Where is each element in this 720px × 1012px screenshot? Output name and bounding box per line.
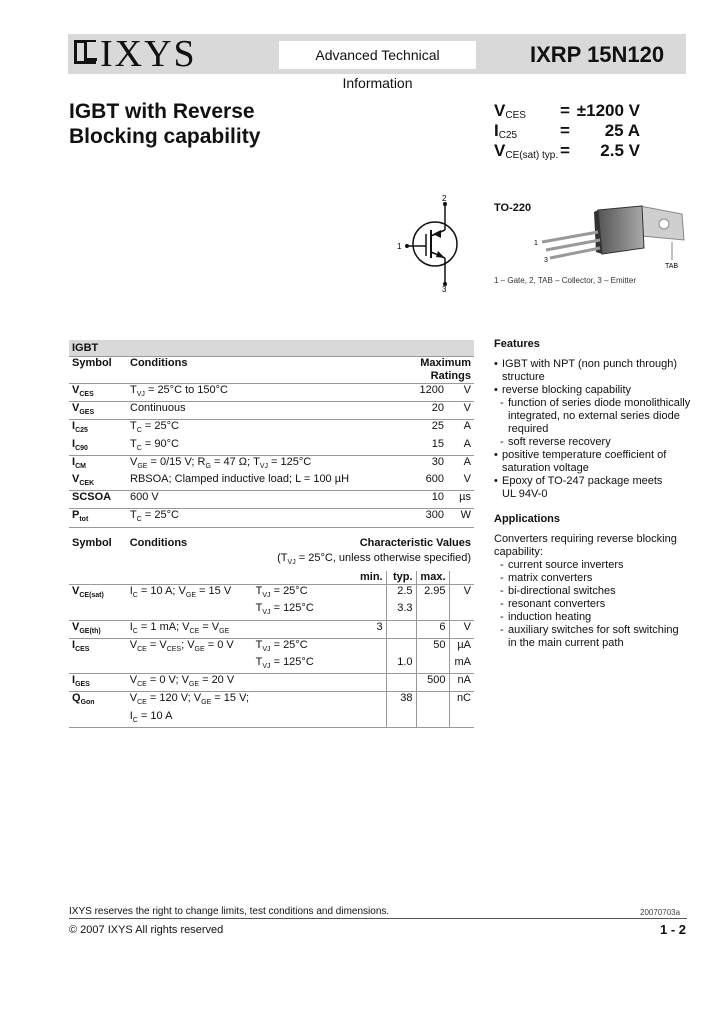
package-name: TO-220 — [494, 202, 532, 214]
list-item: - bi-directional switches — [500, 585, 616, 597]
key-param-value: 25 A — [604, 121, 640, 140]
table-row: $V_{CES}$ $T_{VJ} = 25^\circ C$ to 150°C 1200 V — [69, 384, 474, 402]
svg-text:1: 1 — [534, 240, 538, 247]
page-number: 1 - 2 — [660, 922, 687, 937]
key-param-symbol: $V_{CES}$ — [494, 101, 526, 121]
list-item: • positive temperature coefficient of saturation voltage — [494, 449, 667, 474]
table-row: $P_{tot}$ $T_C = 25^\circ C$ 300 W — [69, 509, 474, 527]
igbt-symbol-icon — [393, 192, 463, 292]
svg-text:3: 3 — [544, 257, 548, 264]
list-item: • IGBT with NPT (non punch through) structure — [494, 358, 678, 383]
table-row: $V_{GES}$ Continuous 20 V — [69, 402, 474, 420]
key-param-value: ±1200 V — [576, 101, 640, 120]
part-number: IXRP 15N120 — [530, 42, 665, 67]
list-item: - induction heating — [500, 611, 592, 623]
key-param-eq: = — [560, 101, 570, 120]
footer-divider — [69, 918, 687, 919]
table-title: IGBT — [72, 342, 99, 354]
list-item: - current source inverters — [500, 559, 624, 571]
max-ratings-table: IGBT Symbol Conditions Maximum Ratings $V_{CES}$ $T_{VJ} = 25^\circ C$ to 150°C 1200 V $V_{GES}$ Continuous 20 V $I_{C25}$ $T_C = 25^\circ C$ 25 A $I_{C90}$ $T_C = 90^\circ C$ 15 A $I_{CM}$ $V_{GE} = 0/15$ V; $R_G = 47$ Ω; $T_{VJ} = 125^\circ C$ 30 A $V_{CEK}$ RBSOA; Clamped inductive load; L = 100 µH 600 V SCSOA 600 V 10 µs $P_{tot}$ $T_C = 25^\circ C$ 300 W — [69, 340, 474, 541]
key-param-symbol: $I_{C25}$ — [494, 121, 518, 141]
svg-text:TAB: TAB — [665, 263, 679, 270]
table-row: $V_{CEK}$ RBSOA; Clamped inductive load; L = 100 µH 600 V — [72, 472, 471, 488]
features-section: Features • IGBT with NPT (non punch through) structure • reverse blocking capability - function of series diode monolithically integrated, no external series diode required - soft reverse recovery • positive temperature coefficient of saturation voltage • Epoxy of TO-247 package meets UL 94V-0 — [494, 338, 694, 501]
list-item: - function of series diode monolithically integrated, no external series diode required — [500, 397, 691, 435]
table-row: $Q_{Gon}$ $V_{CE} = 120$ V; $V_{GE} = 15$ V; $I_C = 10$ A 38 nC — [69, 692, 474, 727]
list-item: - auxiliary switches for soft switching in the main current path — [500, 624, 679, 649]
key-param-eq: = — [560, 121, 570, 140]
table-row: $I_{CES}$ $V_{CE} = V_{CES}$; $V_{GE} = 0$ V $T_{VJ} = 25^\circ C$ 50 µA — [69, 638, 474, 656]
table-row: SCSOA 600 V 10 µs — [69, 491, 474, 509]
document-code: 20070703a — [640, 908, 681, 917]
table-row: $T_{VJ} = 125^\circ C$ 1.0 mA — [69, 656, 474, 674]
pin-emitter: 3 — [442, 285, 447, 292]
table-row: $I_{GES}$ $V_{CE} = 0$ V; $V_{GE} = 20$ V 500 nA — [69, 674, 474, 692]
table-row: $V_{GE(th)}$ $I_C = 1$ mA; $V_{CE} = V_{GE}$ 3 6 V — [69, 620, 474, 638]
list-item: - matrix converters — [500, 572, 593, 584]
table-row: $I_{C25}$ $T_C = 25^\circ C$ 25 A — [69, 420, 474, 438]
table-row: $I_{C90}$ $T_C = 90^\circ C$ 15 A — [72, 437, 471, 452]
to220-package-icon — [532, 202, 692, 272]
pin-collector: 2 — [442, 194, 447, 203]
table-row: $T_{VJ} = 125^\circ C$ 3.3 — [69, 602, 474, 620]
applications-intro: Converters requiring reverse blocking capability: — [494, 533, 677, 558]
disclaimer: IXYS reserves the right to change limits, test conditions and dimensions. — [69, 906, 390, 917]
pin-gate: 1 — [397, 242, 402, 251]
brand-name: IXYS — [100, 33, 197, 75]
page-title: IGBT with Reverse Blocking capability — [69, 100, 261, 148]
pinout-note: 1 – Gate, 2, TAB – Collector, 3 – Emitter — [494, 276, 636, 285]
list-item: • Epoxy of TO-247 package meets UL 94V-0 — [494, 475, 663, 500]
table-row: $V_{CE(sat)}$ $I_C = 10$ A; $V_{GE} = 15$ V $T_{VJ} = 25^\circ C$ 2.5 2.95 V — [69, 585, 474, 603]
key-param-symbol: $V_{CE(sat) typ.}$ — [494, 141, 559, 161]
list-item: - resonant converters — [500, 598, 606, 610]
copyright: © 2007 IXYS All rights reserved — [69, 924, 224, 936]
ixys-logo-icon — [74, 40, 96, 64]
list-item: - soft reverse recovery — [500, 436, 611, 448]
advanced-info-label: Advanced Technical Information — [279, 41, 476, 69]
applications-section: Applications Converters requiring reverse blocking capability: - current source inverters - matrix converters - bi-directional switches - resonant converters - induction heating - auxiliary switches for soft switching in the main current path — [494, 513, 694, 650]
characteristics-table: Symbol Conditions Characteristic Values ($T_{VJ} = 25^\circ C$, unless otherwise specified) min. typ. max. $V_{CE(sat)}$ $I_C = 10$ A; $V_{GE} = 15$ V $T_{VJ} = 25^\circ C$ 2.5 2.95 V $T_{VJ} = 125^\circ C$ 3.3 $V_{GE(th)}$ $I_C = 1$ mA; $V_{CE} = V_{GE}$ 3 6 V $I_{CES}$ $V_{CE} = V_{CES}$; $V_{GE} = 0$ V $T_{VJ} = 25^\circ C$ 50 µA $T_{VJ} = 125^\circ C$ 1.0 mA $I_{GES}$ $V_{CE} = 0$ V; $V_{GE} = 20$ V 500 nA $Q_{Gon}$ $V_{CE} = 120$ V; $V_{GE} = 15$ V; $I_C = 10$ A 38 nC — [69, 537, 474, 741]
key-param-eq: = — [560, 141, 570, 160]
list-item: • reverse blocking capability — [494, 384, 632, 396]
key-param-value: 2.5 V — [600, 141, 640, 160]
table-row: $I_{CM}$ $V_{GE} = 0/15$ V; $R_G = 47$ Ω; $T_{VJ} = 125^\circ C$ 30 A — [69, 455, 474, 473]
